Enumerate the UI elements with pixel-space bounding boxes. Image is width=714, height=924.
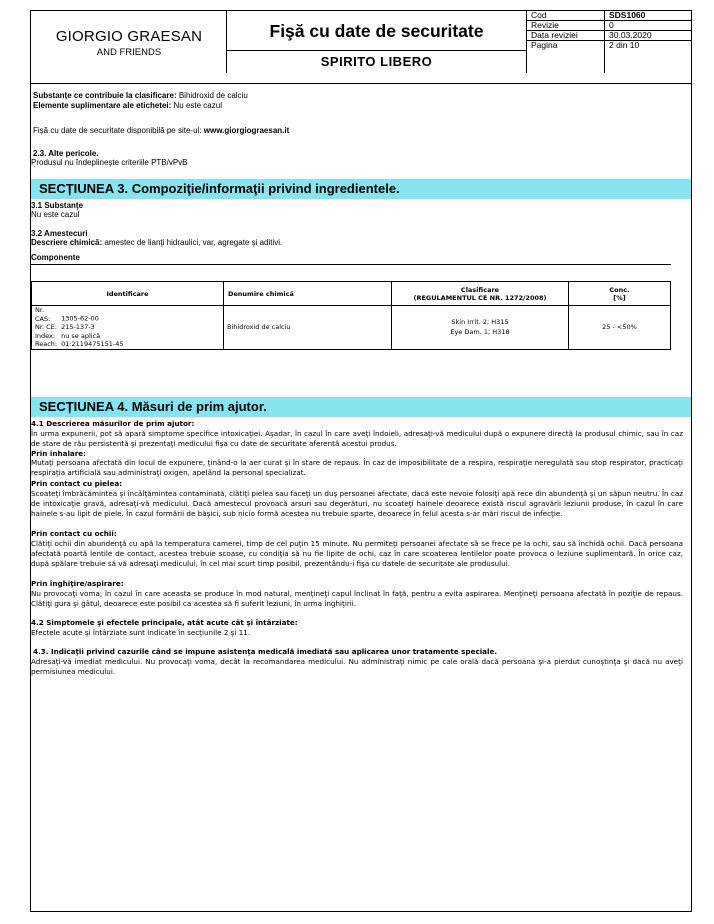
col-conc-line2: [%]	[613, 293, 626, 302]
section3-heading: SECȚIUNEA 3. Compoziţie/informaţii privind ingredientele.	[31, 179, 691, 199]
cas-value: 1305-62-00	[61, 314, 99, 323]
eye-text: Clătiţi ochii din abundenţă cu apă la temperatura camerei, timp de cel puţin 15 minute. Nu permiteţi persoanei afectate să se frece pe la ochi, sau să închidă ochii. Dacă persoana afectată poartă lentile de contact, acestea trebuie scoase, cu condiţia să nu fie lipite de ochi, caz în care scoaterea lentilelor poate provoca o leziune suplimentară. În orice caz, după spălare trebuie să vă adresaţi medicului, în cel mai scurt timp posibil, prezentându-i fişa cu datele de securitate ale produsului.	[31, 539, 683, 568]
meta-key: Data reviziei	[527, 31, 605, 40]
col-conc-line1: Conc.	[609, 285, 630, 294]
col-ident: Identificare	[32, 282, 224, 306]
components-rule	[31, 264, 671, 265]
inh-title: Prin inhalare:	[31, 449, 87, 458]
components-title: Componente	[31, 253, 80, 262]
cas-label: Nr. CAS:	[35, 306, 51, 323]
site-link[interactable]: www.giorgiograesan.it	[203, 126, 290, 135]
contrib-label: Substanțe ce contribuie la clasificare:	[33, 91, 177, 100]
meta-row-page	[527, 41, 691, 73]
eye-title: Prin contact cu ochii:	[31, 529, 117, 538]
ce-value: 215-137-3	[61, 323, 95, 331]
s42-text: Efectele acute şi întârziate sunt indicate în secţiunile 2 şi 11.	[31, 628, 251, 637]
skin-title: Prin contact cu pielea:	[31, 479, 123, 488]
index-value: nu se aplică	[61, 331, 101, 340]
s23-title: 2.3. Alte pericole.	[33, 149, 99, 158]
col-class-line1: Clasificare	[460, 285, 500, 294]
s31-text: Nu este cazul	[31, 210, 80, 219]
extra-value: Nu este cazul	[173, 101, 222, 110]
s32-title: 3.2 Amestecuri	[31, 229, 88, 238]
meta-value: 30.03.2020	[609, 30, 652, 40]
cell-name: Bihidroxid de calciu	[224, 306, 392, 350]
contrib-line	[33, 91, 248, 101]
desc-label: Descriere chimică:	[31, 238, 103, 247]
meta-value: 0	[609, 20, 614, 30]
company-block	[31, 11, 227, 73]
company-name: GIORGIO GRAESAN	[55, 28, 203, 45]
meta-value: SDS1060	[609, 10, 646, 20]
ce-label: Nr. CE:	[35, 323, 57, 331]
meta-key: Revizie	[527, 21, 605, 30]
header-divider	[31, 83, 691, 84]
ing-title: Prin înghiţire/aspirare:	[31, 579, 124, 588]
s43-text: Adresaţi-vă imediat medicului. Nu provocaţi voma, decât la recomandarea medicului. Nu administraţi nimic pe cale orală dacă persoana şi-a pierdut cunoştinţa şi dacă nu aveţi permisiunea medicului.	[31, 657, 683, 676]
product-name: SPIRITO LIBERO	[227, 51, 527, 73]
inh-text: Mutaţi persoana afectată din locul de expunere, ţinând-o la aer curat şi în stare de repaus. În caz de imposibilitate de a respira, respiraţie neregulată sau stop respirator, practicaţi respiraţia artificială sau administraţi oxigen, apelând la personal specializat.	[31, 458, 683, 477]
document-header	[31, 11, 691, 73]
ing-text: Nu provocaţi voma; în cazul în care aceasta se produce în mod natural, menţineţi capul înclinat în faţă, pentru a evita aspirarea. Menţineţi persoana afectată în poziţie de repaus. Clătiţi gura şi gâtul, deoarece este posibil ca acestea să fi suferit leziuni, în urma înghiţirii.	[31, 589, 683, 608]
s43-title: 4.3. Indicaţii privind cazurile când se impune asistenţa medicală imediată sau aplicarea unor tratamente speciale.	[33, 647, 498, 656]
skin-text: Scoateţi îmbrăcămintea şi încălţămintea contaminată, clătiţi pielea sau faceţi un duş persoanei afectate, dacă este nevoie folosiţi apă rece din abundenţă şi un săpun neutru. În caz de intoxicaţie gravă, adresaţi-vă medicului. Dacă amestecul provoacă arsuri sau degerături, nu scoateţi hainele deoarece există riscul agravării leziunii produse, în cazul în care hainele s-au lipit de piele. În cazul formării de băşici, sub nicio formă acestea nu trebuie sparte, deoarece în felul acesta s-ar mări riscul de infecţie.	[31, 489, 683, 518]
col-class-line2: (REGULAMENTUL CE NR. 1272/2008)	[413, 293, 547, 302]
col-name: Denumire chimică	[224, 282, 392, 306]
desc-line	[31, 238, 282, 248]
s42-title: 4.2 Simptomele şi efectele principale, atât acute cât şi întârziate:	[31, 618, 298, 627]
meta-table	[527, 11, 691, 73]
site-line	[33, 126, 289, 136]
class-2: Eye Dam. 1; H318	[450, 328, 510, 337]
reach-value: 01:2119475151-45	[61, 340, 124, 348]
cell-class	[392, 306, 569, 350]
contrib-value: Bihidroxid de calciu	[178, 91, 248, 100]
s41-text: În urma expunerii, pot să apară simptome specifice intoxicaţiei. Aşadar, în cazul în care aveţi îndoieli, adresaţi-vă medicului după o expunere directă la produsul chimic, sau în caz de stare de rău persistentă şi prezentaţi medicului fişa cu date de securitate aferentă acestui produs.	[31, 429, 683, 448]
s31-title: 3.1 Substanţe	[31, 201, 84, 210]
meta-key: Cod	[527, 11, 605, 20]
s41-title: 4.1 Descrierea măsurilor de prim ajutor:	[31, 419, 195, 428]
document-title: Fişă cu date de securitate	[227, 11, 527, 51]
col-class	[392, 282, 569, 306]
company-subtitle: AND FRIENDS	[96, 47, 162, 58]
reach-label: Reach:	[35, 340, 58, 348]
cell-ident	[32, 306, 224, 350]
extra-line	[33, 101, 222, 111]
cell-conc: 25 - <50%	[569, 306, 671, 350]
extra-label: Elemente suplimentare ale etichetei:	[33, 101, 172, 110]
table-header-row	[32, 282, 671, 306]
col-conc	[569, 282, 671, 306]
meta-key: Pagina	[527, 41, 605, 73]
components-table	[31, 281, 671, 350]
section4-heading: SECȚIUNEA 4. Măsuri de prim ajutor.	[31, 397, 691, 417]
s23-text: Produsul nu îndeplineşte criteriile PTB/vPvB	[31, 158, 188, 167]
desc-value: amestec de lianţi hidraulici, var, agregate şi aditivi.	[104, 238, 283, 247]
site-text: Fişă cu date de securitate disponibilă pe site-ul:	[33, 126, 202, 135]
table-row	[32, 306, 671, 350]
index-label: Index:	[35, 331, 56, 340]
document-page	[30, 10, 692, 912]
meta-value: 2 din 10	[609, 40, 640, 50]
class-1: Skin Irrit. 2; H315	[451, 318, 509, 327]
